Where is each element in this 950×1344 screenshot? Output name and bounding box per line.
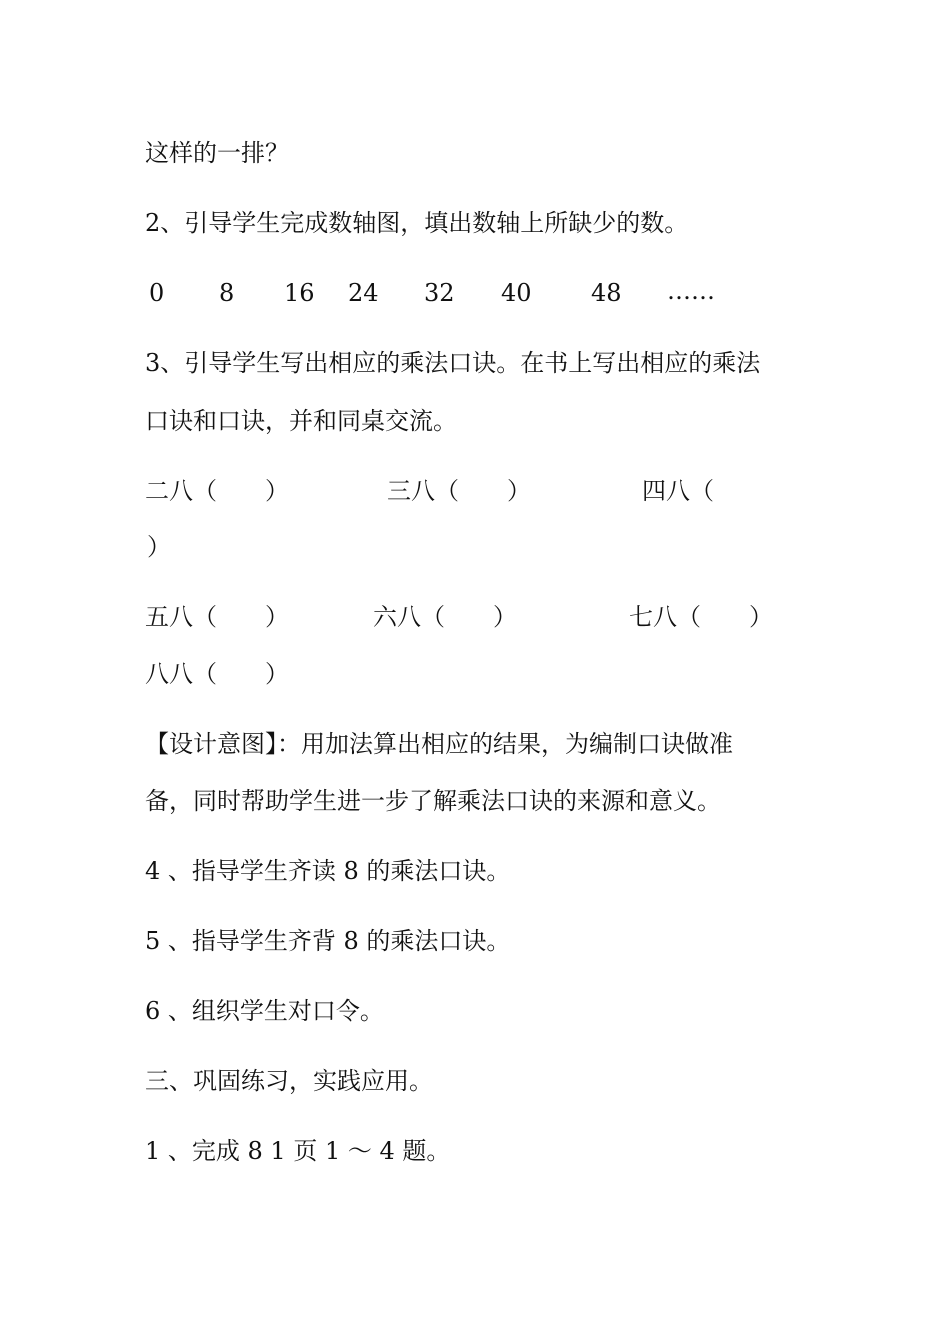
number-line-value: 16 (284, 279, 315, 307)
design-intent-line-1: 【设计意图】：用加法算出相应的结果，为编制口诀做准 (145, 730, 733, 758)
blank-eight-eight: 八八（ ） (145, 660, 289, 688)
blank-two-eight: 二八（ ） (145, 477, 289, 505)
section-heading-3: 三、巩固练习，实践应用。 (145, 1067, 433, 1095)
paragraph-step-4: 4 、指导学生齐读 8 的乘法口诀。 (145, 857, 511, 885)
paragraph-step-5: 5 、指导学生齐背 8 的乘法口诀。 (145, 927, 511, 955)
paragraph-question: 这样的一排？ (145, 139, 289, 167)
blank-six-eight: 六八（ ） (373, 603, 517, 631)
blank-four-eight-open: 四八（ (642, 477, 714, 505)
design-intent-line-2: 备，同时帮助学生进一步了解乘法口诀的来源和意义。 (145, 787, 721, 815)
number-line-value: 32 (424, 279, 455, 307)
exercise-1: 1 、完成 8 1 页 1 ～ 4 题。 (145, 1137, 451, 1165)
blank-three-eight: 三八（ ） (387, 477, 531, 505)
number-line-value: 40 (501, 279, 532, 307)
paragraph-step-6: 6 、组织学生对口令。 (145, 997, 384, 1025)
number-line-value: 24 (348, 279, 379, 307)
blank-seven-eight: 七八（ ） (629, 603, 773, 631)
paragraph-step-2: 2、引导学生完成数轴图，填出数轴上所缺少的数。 (145, 209, 689, 237)
number-line-ellipsis: …… (667, 277, 715, 305)
blank-five-eight: 五八（ ） (145, 603, 289, 631)
paragraph-step-3-line-2: 口诀和口诀，并和同桌交流。 (145, 407, 457, 435)
number-line-value: 0 (149, 279, 165, 307)
number-line-value: 8 (219, 279, 235, 307)
number-line-value: 48 (591, 279, 622, 307)
blank-four-eight-close: ） (147, 533, 171, 561)
paragraph-step-3-line-1: 3、引导学生写出相应的乘法口诀。在书上写出相应的乘法 (145, 349, 761, 377)
